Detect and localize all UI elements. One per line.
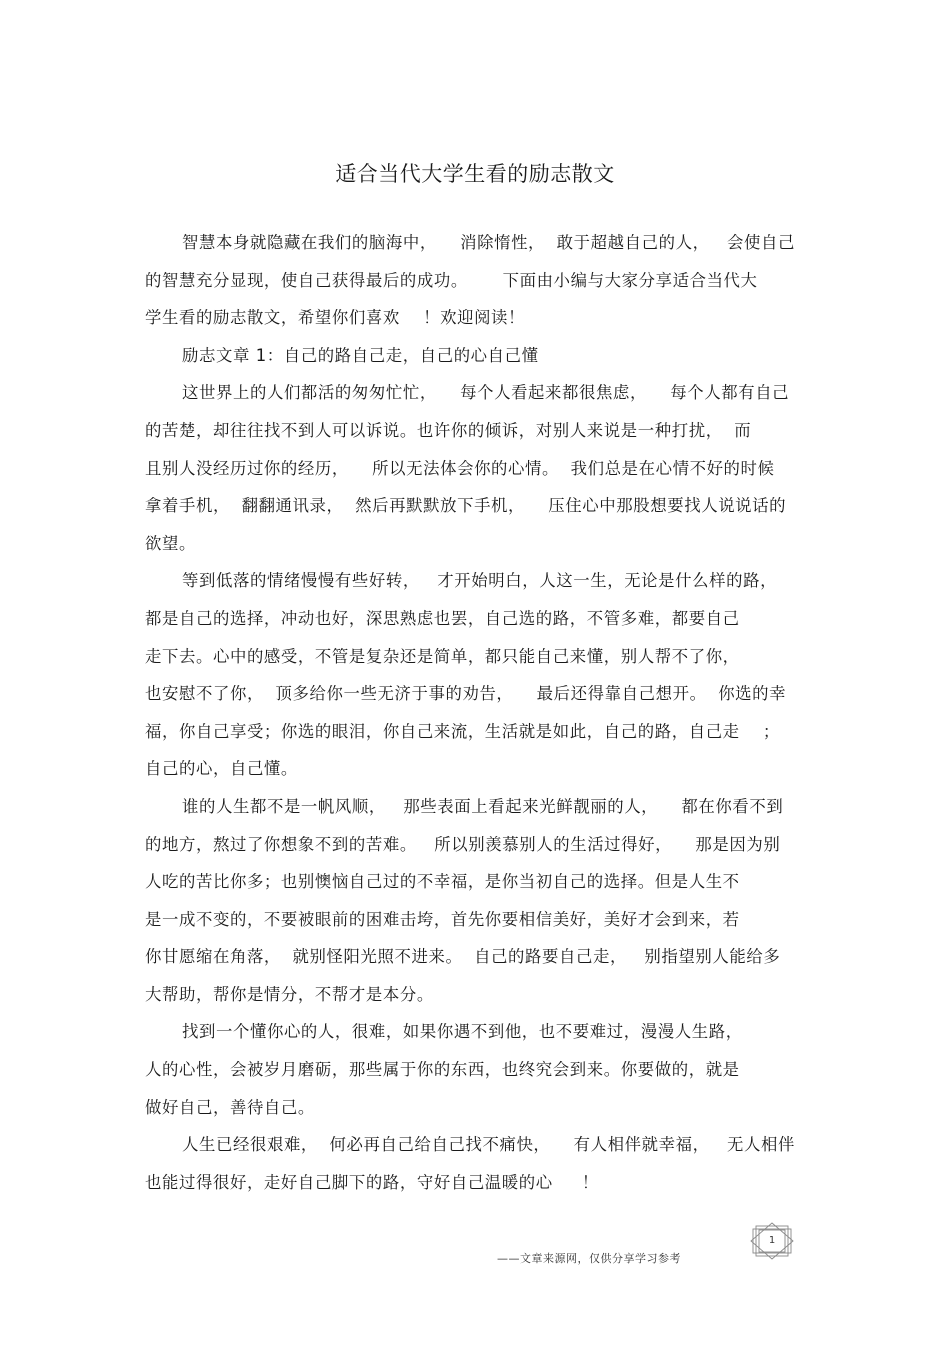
- text-line: 大帮助，帮你是情分，不帮才是本分。: [145, 984, 434, 1004]
- text-line: 等到低落的情绪慢慢有些好转， 才开始明白，人这一生，无论是什么样的路，: [182, 571, 778, 591]
- page-title: 适合当代大学生看的励志散文: [335, 162, 615, 186]
- text-line: 做好自己，善待自己。: [145, 1097, 315, 1117]
- text-line: 学生看的励志散文，希望你们喜欢 ！欢迎阅读！: [145, 308, 526, 328]
- text-line: 人生已经很艰难， 何必再自己给自己找不痛快， 有人相伴就幸福， 无人相伴: [182, 1135, 795, 1155]
- source-footer: ——文章来源网，仅供分享学习参考: [497, 1252, 681, 1265]
- text-line: 谁的人生都不是一帆风顺， 那些表面上看起来光鲜靓丽的人， 都在你看不到: [182, 796, 784, 816]
- text-line: 的苦楚，却往往找不到人可以诉说。也许你的倾诉，对别人来说是一种打扰， 而: [145, 420, 752, 440]
- text-line: 欲望。: [145, 533, 196, 553]
- text-line: 且别人没经历过你的经历， 所以无法体会你的心情。 我们总是在心情不好的时候: [145, 458, 775, 478]
- text-line: 走下去。心中的感受，不管是复杂还是简单，都只能自己来懂，别人帮不了你，: [145, 646, 740, 666]
- text-line: 福，你自己享受；你选的眼泪，你自己来流，生活就是如此，自己的路，自己走 ；: [145, 721, 780, 741]
- text-line: 都是自己的选择，冲动也好，深思熟虑也罢，自己选的路，不管多难，都要自己: [145, 608, 740, 628]
- page-number: 1: [768, 1235, 776, 1246]
- text-line: 是一成不变的，不要被眼前的困难击垮，首先你要相信美好，美好才会到来，若: [145, 909, 740, 929]
- text-line: 你甘愿缩在角落， 就别怪阳光照不进来。 自己的路要自己走， 别指望别人能给多: [145, 947, 781, 967]
- text-line: 找到一个懂你心的人，很难，如果你遇不到他，也不要难过，漫漫人生路，: [182, 1022, 743, 1042]
- text-line: 人吃的苦比你多；也别懊恼自己过的不幸福，是你当初自己的选择。但是人生不: [145, 872, 740, 892]
- text-line: 这世界上的人们都活的匆匆忙忙， 每个人看起来都很焦虑， 每个人都有自己: [182, 383, 790, 403]
- text-line: 励志文章 1：自己的路自己走，自己的心自己懂: [182, 345, 539, 365]
- text-line: 的地方，熬过了你想象不到的苦难。 所以别羡慕别人的生活过得好， 那是因为别: [145, 834, 781, 854]
- page-number-badge: [748, 1222, 796, 1260]
- text-line: 自己的心，自己懂。: [145, 759, 298, 779]
- text-line: 的智慧充分显现，使自己获得最后的成功。 下面由小编与大家分享适合当代大: [145, 270, 758, 290]
- text-line: 也能过得很好，走好自己脚下的路，守好自己温暖的心 ！: [145, 1172, 599, 1192]
- text-line: 拿着手机， 翻翻通讯录， 然后再默默放下手机， 压住心中那股想要找人说说话的: [145, 496, 787, 516]
- text-line: 也安慰不了你， 顶多给你一些无济于事的劝告， 最后还得靠自己想开。 你选的幸: [145, 684, 787, 704]
- text-line: 智慧本身就隐藏在我们的脑海中， 消除惰性， 敢于超越自己的人， 会使自己: [182, 233, 795, 252]
- text-line: 人的心性，会被岁月磨砺，那些属于你的东西，也终究会到来。你要做的，就是: [145, 1060, 740, 1080]
- article-body: [145, 224, 805, 1201]
